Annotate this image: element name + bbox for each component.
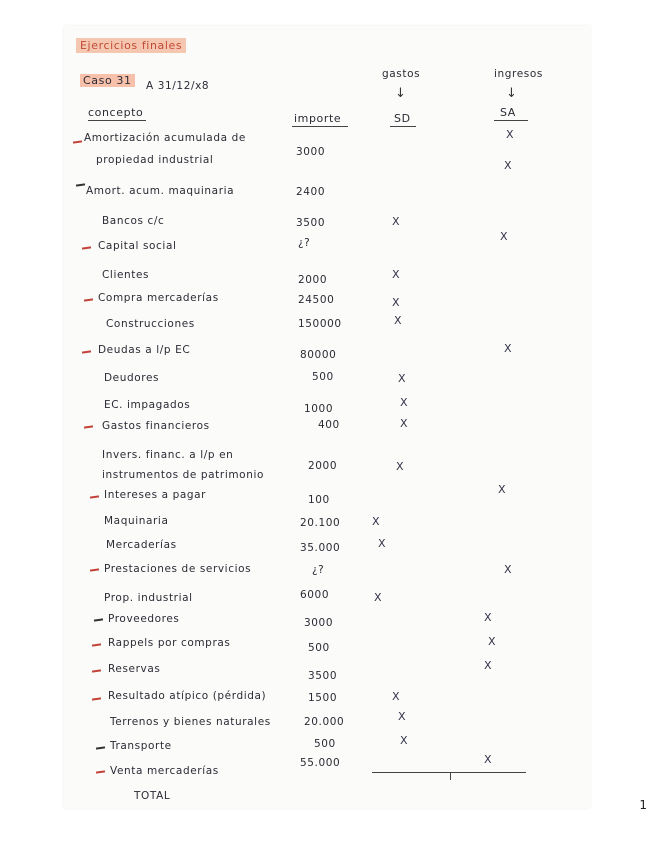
- row-sa-mark: X: [484, 753, 492, 766]
- row-dash: [90, 568, 99, 571]
- row-sd-mark: X: [396, 460, 404, 473]
- row-sd-mark: X: [394, 314, 402, 327]
- row-concept: Maquinaria: [104, 515, 169, 527]
- row-dash: [92, 697, 101, 700]
- debit-arrow-icon: ↓: [395, 86, 406, 101]
- row-amount: 2000: [298, 274, 328, 286]
- row-sd-mark: X: [398, 710, 406, 723]
- row-amount: 55.000: [300, 757, 341, 769]
- totals-divider: [450, 772, 451, 780]
- amount-underline: [292, 126, 348, 127]
- row-dash: [82, 246, 91, 249]
- row-concept: Resultado atípico (pérdida): [108, 690, 267, 702]
- row-sd-mark: X: [400, 417, 408, 430]
- row-amount: 3000: [304, 617, 334, 629]
- page-title: Ejercicios finales: [76, 38, 186, 53]
- row-concept: Clientes: [102, 269, 150, 281]
- row-amount: 100: [308, 494, 330, 506]
- row-amount: ¿?: [298, 237, 311, 249]
- row-concept: Amortización acumulada de: [84, 132, 246, 144]
- credit-arrow-icon: ↓: [506, 86, 517, 101]
- row-dash: [90, 495, 99, 498]
- row-concept-line2: instrumentos de patrimonio: [102, 469, 264, 481]
- totals-line: [372, 772, 526, 773]
- case-label: Caso 31: [80, 74, 135, 87]
- row-amount: 2000: [308, 460, 338, 472]
- row-sa-mark: X: [504, 342, 512, 355]
- row-amount: 1500: [308, 692, 338, 704]
- row-concept: Prop. industrial: [104, 592, 193, 604]
- row-sd-mark: X: [392, 215, 400, 228]
- row-amount: 20.100: [300, 517, 341, 529]
- row-amount: 20.000: [304, 716, 345, 728]
- row-amount: ¿?: [312, 564, 325, 576]
- row-amount: 500: [312, 371, 334, 383]
- row-amount: 6000: [300, 589, 330, 601]
- row-amount: 2400: [296, 186, 326, 198]
- row-amount: 500: [308, 642, 330, 654]
- row-sd-mark: X: [392, 690, 400, 703]
- row-dash: [82, 350, 91, 353]
- row-sd-mark: X: [372, 515, 380, 528]
- row-sd-mark: X: [378, 537, 386, 550]
- debit-header: SD: [394, 112, 411, 125]
- row-sa-mark: X: [484, 611, 492, 624]
- row-sa-mark: X: [488, 635, 496, 648]
- row-dash: [76, 183, 85, 186]
- amount-header: importe: [294, 112, 342, 125]
- row-concept: Deudas a l/p EC: [98, 344, 191, 356]
- row-sa-mark: X: [500, 230, 508, 243]
- row-sd-mark: X: [374, 591, 382, 604]
- row-sd-mark: X: [400, 396, 408, 409]
- row-concept: Prestaciones de servicios: [104, 563, 252, 575]
- row-concept: Reservas: [108, 663, 161, 675]
- row-dash: [96, 770, 105, 773]
- row-sd-mark: X: [400, 734, 408, 747]
- row-concept: Bancos c/c: [102, 215, 165, 227]
- row-sd-mark: X: [392, 296, 400, 309]
- page-number: 1: [639, 798, 647, 812]
- row-dash: [84, 425, 93, 428]
- row-sa-mark: X: [498, 483, 506, 496]
- row-sa-mark: X: [484, 659, 492, 672]
- row-sa-mark: X: [504, 563, 512, 576]
- row-concept: Terrenos y bienes naturales: [110, 716, 271, 728]
- row-dash: [73, 140, 82, 143]
- concept-underline: [88, 120, 146, 121]
- credit-top-header: ingresos: [494, 68, 543, 80]
- credit-underline: [494, 120, 528, 121]
- notebook-page: [64, 26, 590, 808]
- row-concept: Mercaderías: [106, 539, 177, 551]
- row-concept: Rappels por compras: [108, 637, 231, 649]
- row-concept: Intereses a pagar: [104, 489, 207, 501]
- row-amount: 400: [318, 419, 340, 431]
- credit-header: SA: [500, 106, 516, 119]
- row-concept: Construcciones: [106, 318, 195, 330]
- row-amount: 24500: [298, 294, 335, 306]
- row-dash: [92, 669, 101, 672]
- row-dash: [96, 746, 105, 749]
- row-amount: 500: [314, 738, 336, 750]
- row-amount: 3500: [308, 670, 338, 682]
- row-dash: [92, 643, 101, 646]
- row-concept: Amort. acum. maquinaria: [86, 185, 235, 197]
- row-concept: Capital social: [98, 240, 177, 252]
- row-concept: Venta mercaderías: [110, 765, 219, 777]
- row-amount: 3500: [296, 217, 326, 229]
- row-amount: 150000: [298, 318, 342, 330]
- row-concept: Invers. financ. a l/p en: [102, 449, 234, 461]
- row-concept: Transporte: [110, 740, 172, 752]
- row-sd-mark: X: [392, 268, 400, 281]
- row-amount: 3000: [296, 146, 326, 158]
- concept-header: concepto: [88, 106, 144, 119]
- row-concept-line2: propiedad industrial: [96, 154, 214, 166]
- row-concept: Gastos financieros: [102, 420, 210, 432]
- row-amount: 1000: [304, 403, 334, 415]
- row-concept: Deudores: [104, 372, 160, 384]
- row-sa-mark: X: [506, 128, 514, 141]
- row-dash: [94, 618, 103, 621]
- date-label: A 31/12/x8: [146, 80, 210, 92]
- row-amount: 35.000: [300, 542, 341, 554]
- row-concept: EC. impagados: [104, 399, 191, 411]
- row-concept: Compra mercaderías: [98, 292, 219, 304]
- total-label: TOTAL: [134, 790, 171, 802]
- row-amount: 80000: [300, 349, 337, 361]
- row-sa-mark: X: [504, 159, 512, 172]
- row-dash: [84, 298, 93, 301]
- debit-top-header: gastos: [382, 68, 421, 80]
- debit-underline: [390, 126, 416, 127]
- row-concept: Proveedores: [108, 613, 180, 625]
- row-sd-mark: X: [398, 372, 406, 385]
